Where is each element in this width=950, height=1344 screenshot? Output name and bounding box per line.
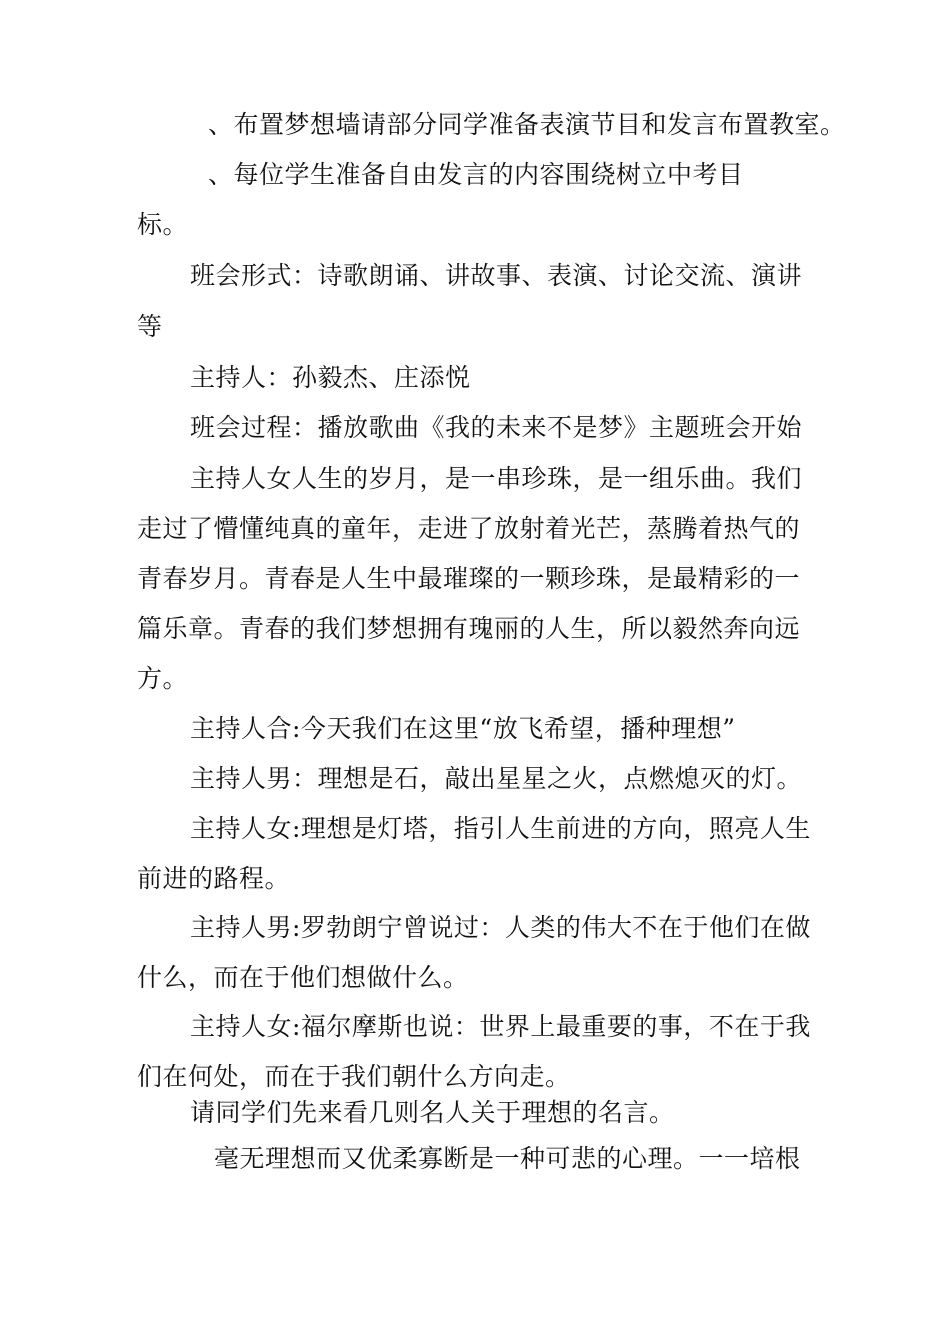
text-line: 主持人女:理想是灯塔，指引人生前进的方向，照亮人生 [190, 814, 811, 843]
text-line: 主持人女人生的岁月，是一串珍珠，是一组乐曲。我们 [190, 464, 803, 493]
text-line: 篇乐章。青春的我们梦想拥有瑰丽的人生，所以毅然奔向远 [137, 614, 801, 643]
text-line: 方。 [137, 664, 189, 693]
text-line: 班会形式：诗歌朗诵、讲故事、表演、讨论交流、演讲 [190, 261, 803, 290]
text-line: 主持人：孙毅杰、庄添悦 [190, 363, 471, 392]
text-line: 毫无理想而又优柔寡断是一种可悲的心理。一一培根 [214, 1144, 801, 1173]
text-line: 什么，而在于他们想做什么。 [137, 963, 469, 992]
text-line: 班会过程：播放歌曲《我的未来不是梦》主题班会开始 [190, 413, 803, 442]
text-line: 请同学们先来看几则名人关于理想的名言。 [190, 1098, 675, 1127]
text-line: 走过了懵懂纯真的童年，走进了放射着光芒，蒸腾着热气的 [137, 514, 801, 543]
text-line: 们在何处，而在于我们朝什么方向走。 [137, 1062, 571, 1091]
text-line: 前进的路程。 [137, 864, 291, 893]
text-line: 青春岁月。青春是人生中最璀璨的一颗珍珠，是最精彩的一 [137, 564, 801, 593]
text-line: 、布置梦想墙请部分同学准备表演节目和发言布置教室。 [208, 110, 846, 139]
text-line: 标。 [137, 210, 189, 239]
text-line: 、每位学生准备自由发言的内容围绕树立中考目 [208, 160, 744, 189]
text-line: 主持人男：理想是石，敲出星星之火，点燃熄灭的灯。 [190, 764, 803, 793]
text-line: 主持人合:今天我们在这里“放飞希望，播种理想” [190, 714, 736, 743]
text-line: 主持人女:福尔摩斯也说：世界上最重要的事，不在于我 [190, 1012, 811, 1041]
text-line: 主持人男:罗勃朗宁曾说过：人类的伟大不在于他们在做 [190, 913, 811, 942]
text-line: 等 [137, 312, 163, 341]
